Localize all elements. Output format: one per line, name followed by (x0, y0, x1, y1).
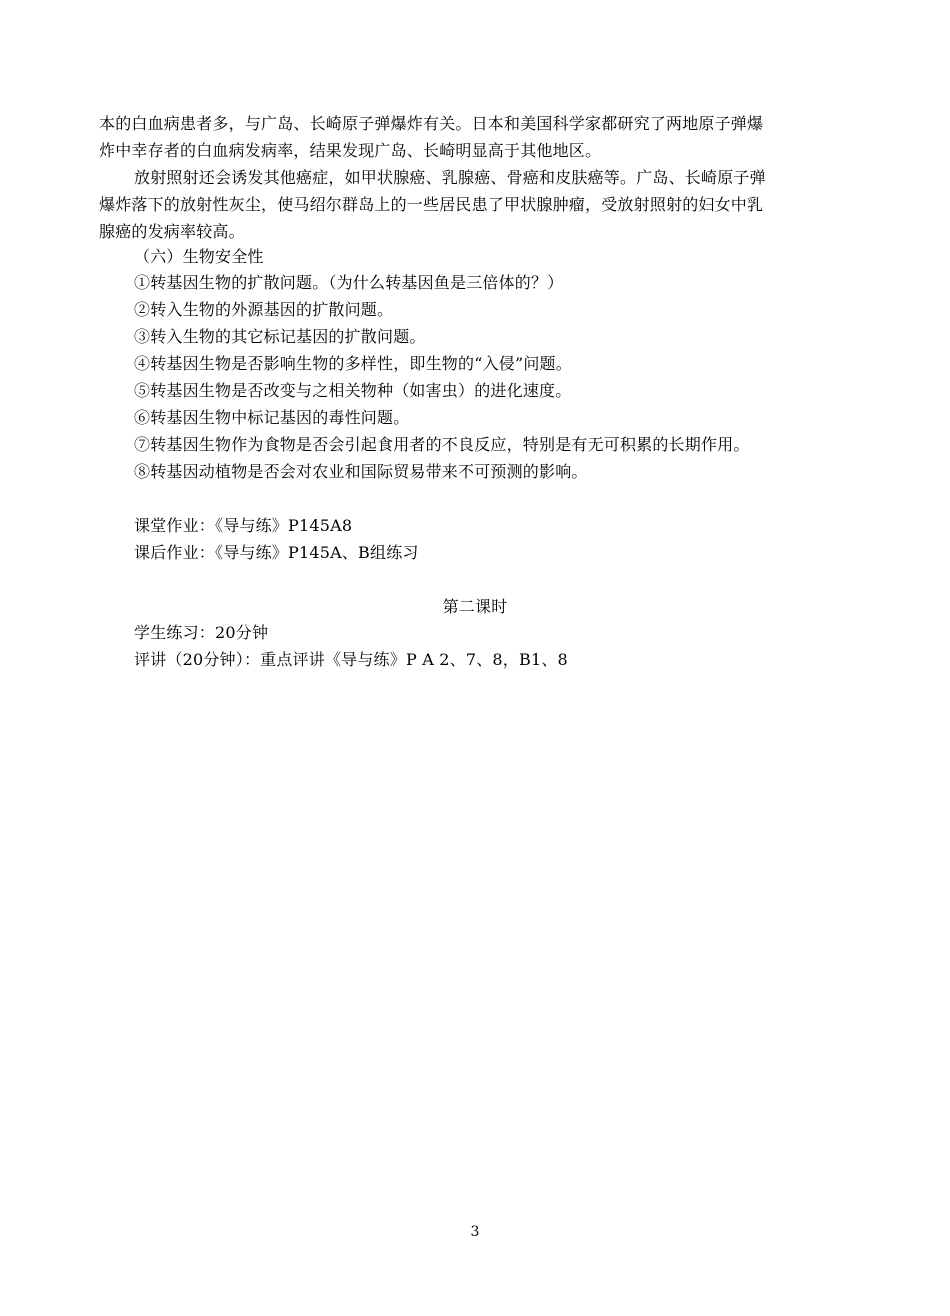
paragraph-2-line-1: 放射照射还会诱发其他癌症，如甲状腺癌、乳腺癌、骨癌和皮肤癌等。广岛、长崎原子弹 (134, 168, 766, 187)
list-item: ⑦转基因生物作为食物是否会引起食用者的不良反应，特别是有无可积累的长期作用。 (134, 435, 750, 454)
student-practice: 学生练习：20分钟 (134, 623, 269, 642)
afterclass-assignment: 课后作业：《导与练》P145A、B组练习 (134, 543, 419, 562)
list-item: ③转入生物的其它标记基因的扩散问题。 (134, 327, 426, 346)
section-heading: （六）生物安全性 (134, 247, 264, 266)
paragraph-1-line-2: 炸中幸存者的白血病发病率，结果发现广岛、长崎明显高于其他地区。 (99, 141, 602, 160)
paragraph-1-line-1: 本的白血病患者多，与广岛、长崎原子弹爆炸有关。日本和美国科学家都研究了两地原子弹爆 (99, 114, 764, 133)
classwork-assignment: 课堂作业：《导与练》P145A8 (134, 516, 353, 535)
list-item: ①转基因生物的扩散问题。（为什么转基因鱼是三倍体的？） (134, 273, 564, 292)
list-item: ⑥转基因生物中标记基因的毒性问题。 (134, 408, 410, 427)
second-lesson-title: 第二课时 (442, 597, 508, 616)
list-item: ⑧转基因动植物是否会对农业和国际贸易带来不可预测的影响。 (134, 462, 588, 481)
paragraph-2-line-3: 腺癌的发病率较高。 (99, 222, 245, 241)
list-item: ④转基因生物是否影响生物的多样性，即生物的“入侵”问题。 (134, 354, 572, 373)
list-item: ⑤转基因生物是否改变与之相关物种（如害虫）的进化速度。 (134, 381, 572, 400)
list-item: ②转入生物的外源基因的扩散问题。 (134, 300, 394, 319)
review-session: 评讲（20分钟）：重点评讲《导与练》P A 2、7、8，B1、8 (134, 650, 568, 669)
page-number: 3 (470, 1224, 480, 1240)
paragraph-2-line-2: 爆炸落下的放射性灰尘，使马绍尔群岛上的一些居民患了甲状腺肿瘤，受放射照射的妇女中乳 (99, 195, 764, 214)
